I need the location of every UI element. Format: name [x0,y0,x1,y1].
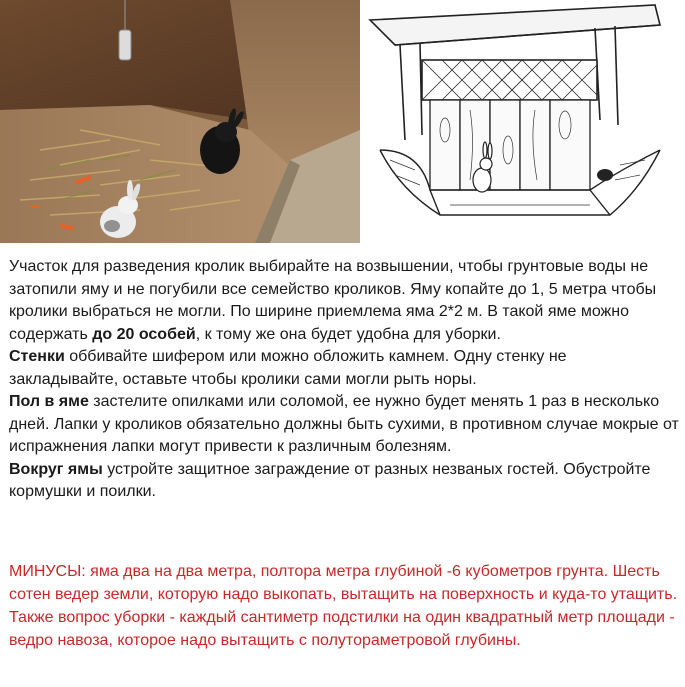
minuses-note: МИНУСЫ: яма два на два метра, полтора метра глубиной -6 кубометров грунта. Шесть сотен ведер земли, которую надо выкопать, вытащить на поверхность и куда-то утащить. Также вопрос уборки - каждый сантиметр подстилки на один квадратный метр площади - ведро навоза, которое надо вытащить с полутораметровой глубины. [9,563,678,649]
pit-shed-sketch [360,0,685,243]
pit-photo-icon [0,0,360,243]
paragraph-location: Участок для разведения кролик выбирайте на возвышении, чтобы грунтовые воды не затопили яму и не погубили все семейство кроликов. Яму копайте до 1, 5 метра чтобы кролики выбраться не могли. По ширине приемлема яма 2*2 м. В такой яме можно содержать до 20 особей, к тому же она будет удобна для уборки. [9,258,657,343]
paragraph-fence: Вокруг ямы устройте защитное заграждение от разных незваных гостей. Обустройте кормушки и поилки. [9,460,651,500]
heading-fence: Вокруг ямы [9,460,103,478]
paragraph-walls: Стенки оббивайте шифером или можно обложить камнем. Одну стенку не закладывайте, оставьте чтобы кролики сами могли рыть норы. [9,348,567,388]
heading-walls: Стенки [9,348,65,365]
pit-photo [0,0,360,243]
highlight-capacity: до 20 особей [92,325,196,343]
heading-floor: Пол в яме [9,393,89,410]
pit-shed-sketch-icon [360,0,685,243]
paragraph-floor: Пол в яме застелите опилками или соломой, ее нужно будет менять 1 раз в несколько дней. Лапки у кроликов обязательно должны быть сухими, в противном случае мокрые от испражнения лапки могут привести к различным болезням. [9,393,679,455]
article-body [9,256,679,504]
